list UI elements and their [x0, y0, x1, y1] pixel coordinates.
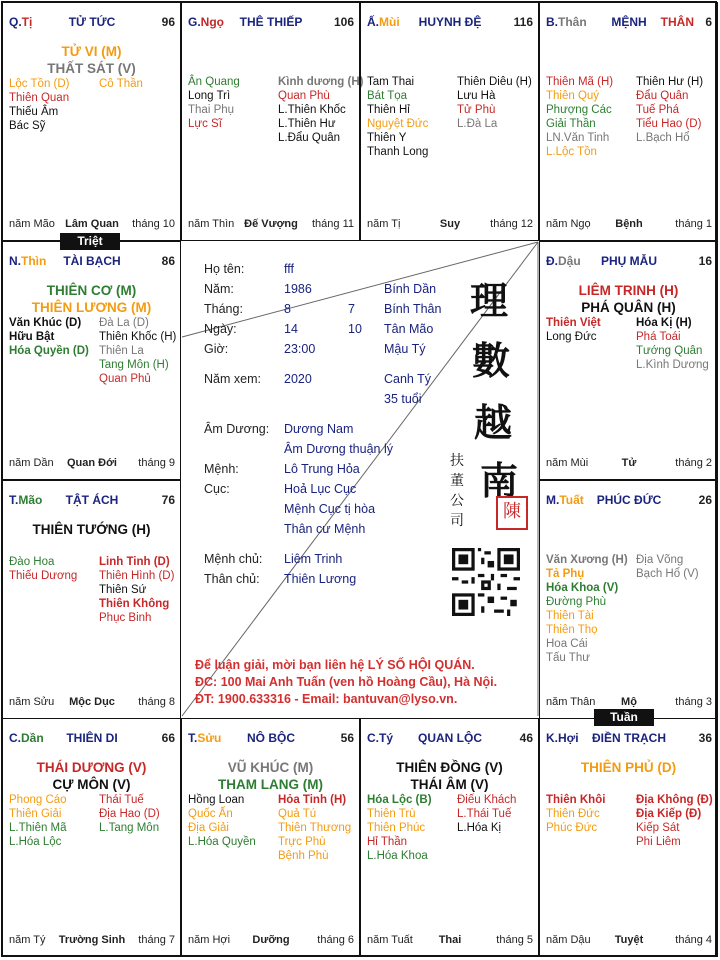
minor-star: Thiên Tài: [546, 610, 594, 622]
palace-can: B.: [546, 15, 558, 29]
major-star: THIÊN ĐỒNG (V): [396, 760, 503, 775]
minor-star: Tả Phụ: [546, 568, 585, 580]
palace-decade: 66: [161, 731, 175, 745]
minor-star: L.Thiên Hư: [278, 118, 336, 130]
palace-year: năm Thìn: [188, 218, 235, 230]
palace-decade: 16: [698, 254, 712, 268]
calligraphy-seal: [450, 260, 530, 550]
cuc-relation: Mệnh Cục tị hòa: [284, 502, 376, 516]
palace-branch: Dậu: [558, 254, 581, 268]
red-stamp: 陳: [496, 496, 528, 530]
minor-star: L.Kình Dương: [636, 359, 709, 371]
than-marker: THÂN: [660, 15, 694, 29]
hour-value: 23:00: [284, 342, 316, 356]
qr-code-icon: [452, 548, 520, 616]
palace-decade: 86: [161, 254, 175, 268]
view-year-value: 2020: [284, 372, 312, 386]
day-lunar: 10: [348, 322, 362, 336]
minor-star: Hoa Cái: [546, 638, 588, 650]
palace-year: năm Tuất: [367, 934, 413, 946]
year-value: 1986: [284, 282, 312, 296]
view-year-label: Năm xem:: [204, 372, 261, 386]
minor-star: Phục Binh: [99, 612, 152, 624]
seal-small-2: 董: [450, 473, 464, 489]
minor-star: Tiểu Hao (D): [636, 118, 702, 130]
minor-star: Nguyệt Đức: [367, 118, 429, 130]
minor-star: Hóa Kị (H): [636, 317, 692, 329]
minor-star: Thiên Sứ: [99, 584, 147, 596]
contact-address: ĐC: 100 Mai Anh Tuấn (ven hồ Hoàng Cầu), Hà Nội.: [195, 675, 498, 689]
palace-month: tháng 11: [311, 218, 354, 230]
minor-star: Địa Võng: [636, 554, 684, 566]
palace-year: năm Dậu: [546, 934, 591, 946]
minor-star: Phá Toái: [636, 331, 681, 343]
minor-star: Thiên Thương: [278, 822, 352, 834]
minor-star: Thiên Quan: [9, 92, 70, 104]
palace-branch: Tị: [21, 15, 33, 29]
major-star: THAM LANG (M): [218, 777, 323, 792]
major-star: THIÊN TƯỚNG (H): [32, 522, 151, 537]
palace-decade: 116: [513, 15, 533, 29]
minor-star: Tang Môn (H): [99, 359, 169, 371]
year-can: Bính Dần: [384, 282, 437, 296]
minor-star: Văn Xương (H): [546, 554, 628, 566]
palace-decade: 26: [698, 493, 712, 507]
minor-star: Địa Không (Đ): [636, 794, 713, 806]
minor-star: Thiên Thọ: [546, 624, 598, 636]
minor-star: Thiên Phúc: [367, 822, 426, 834]
hour-label: Giờ:: [204, 342, 229, 356]
year-label: Năm:: [204, 282, 234, 296]
minor-star: Kiếp Sát: [636, 822, 680, 834]
palace-branch: Sửu: [197, 731, 222, 745]
menh-chu-value: Liêm Trinh: [284, 552, 343, 566]
palace-can: K.: [546, 731, 558, 745]
minor-star: Thiên Khốc (H): [99, 331, 177, 343]
truong-sinh: Tử: [621, 457, 637, 469]
minor-star: Giải Thần: [546, 118, 596, 130]
minor-star: Long Đức: [546, 331, 597, 343]
minor-star: Bát Tọa: [367, 90, 408, 102]
truong-sinh: Trường Sinh: [58, 934, 126, 946]
palace-year: năm Tị: [367, 218, 401, 230]
palace-can: N.: [9, 254, 21, 268]
minor-star: Thiên Đức: [546, 808, 600, 820]
minor-star: Địa Hao (D): [99, 808, 160, 820]
minor-star: Tấu Thư: [546, 652, 590, 664]
month-label: Tháng:: [204, 302, 243, 316]
minor-star: Quan Phủ: [99, 373, 151, 385]
truong-sinh: Bệnh: [615, 218, 643, 230]
contact-line-1: Để luận giải, mời bạn liên hệ LÝ SỐ HỘI QUÁN.: [195, 658, 475, 672]
minor-star: Thiên Không: [99, 598, 170, 610]
palace-decade: 56: [340, 731, 354, 745]
minor-star: Quốc Ấn: [188, 808, 233, 820]
palace-name: TẬT ÁCH: [65, 493, 119, 507]
minor-star: Thiên Hư (H): [636, 76, 704, 88]
minor-star: Trực Phù: [278, 836, 326, 848]
minor-star: Điếu Khách: [457, 794, 517, 806]
palace-year: năm Dần: [9, 457, 54, 469]
minor-star: Thiên Mã (H): [546, 76, 614, 88]
minor-star: Tướng Quân: [636, 345, 703, 357]
minor-star: LN.Văn Tinh: [546, 132, 610, 144]
minor-star: Ân Quang: [188, 76, 240, 88]
am-duong-value: Dương Nam: [284, 422, 354, 436]
palace-branch: Mão: [18, 493, 43, 507]
seal-char-4: 南: [480, 458, 519, 503]
truong-sinh: Đế Vượng: [244, 218, 298, 230]
minor-star: Địa Giải: [188, 822, 229, 834]
minor-star: Hóa Lộc (B): [367, 794, 432, 806]
palace-name: THIÊN DI: [66, 731, 118, 745]
palace-branch: Ngọ: [200, 15, 224, 29]
palace-month: tháng 3: [675, 696, 712, 708]
minor-star: L.Hóa Kị: [457, 822, 502, 834]
truong-sinh: Lâm Quan: [65, 218, 119, 230]
palace-name: MỆNH: [611, 15, 647, 29]
palace-branch: Tý: [379, 731, 394, 745]
minor-star: Kình dương (H): [278, 76, 364, 88]
palace-branch: Thìn: [21, 254, 47, 268]
palace-month: tháng 10: [132, 218, 175, 230]
major-star: THIÊN PHỦ (D): [580, 760, 677, 775]
palace-month: tháng 6: [317, 934, 354, 946]
minor-star: Đào Hoa: [9, 556, 55, 568]
major-star: CỰ MÔN (V): [52, 777, 131, 792]
palace-month: tháng 7: [138, 934, 175, 946]
minor-star: Thiên La: [99, 345, 144, 357]
minor-star: Quan Phù: [278, 90, 330, 102]
minor-star: Địa Kiếp (Đ): [636, 808, 702, 820]
minor-star: L.Thiên Khốc: [278, 104, 346, 116]
palace-branch: Hợi: [558, 731, 579, 745]
minor-star: L.Bạch Hổ: [636, 132, 690, 144]
minor-star: L.Thái Tuế: [457, 808, 512, 820]
minor-star: Phong Cáo: [9, 794, 67, 806]
minor-star: Hồng Loan: [188, 794, 245, 806]
triet-marker: Triệt: [60, 233, 120, 250]
palace-can: M.: [546, 493, 560, 507]
palace-name: HUYNH ĐỆ: [418, 15, 482, 29]
palace-month: tháng 1: [675, 218, 712, 230]
cuc-label: Cục:: [204, 482, 230, 496]
seal-char-2: 數: [472, 338, 511, 383]
palace-month: tháng 2: [675, 457, 712, 469]
palace-year: năm Sửu: [9, 696, 55, 708]
view-year-can: Canh Tý: [384, 372, 432, 386]
palace-decade: 36: [698, 731, 712, 745]
minor-star: Đà La (D): [99, 317, 149, 329]
palace-year: năm Hợi: [188, 934, 231, 946]
palace-can: T.: [9, 493, 19, 507]
than-chu-value: Thiên Lương: [284, 572, 357, 586]
month-can: Bính Thân: [384, 302, 442, 316]
minor-star: Linh Tinh (D): [99, 556, 170, 568]
minor-star: Tam Thai: [367, 76, 415, 88]
minor-star: Thiếu Dương: [9, 570, 78, 582]
palace-can: Q.: [9, 15, 22, 29]
minor-star: Hóa Quyền (D): [9, 345, 89, 357]
minor-star: Hóa Khoa (V): [546, 582, 619, 594]
palace-year: năm Tý: [9, 934, 46, 946]
minor-star: Phi Liêm: [636, 836, 681, 848]
palace-can: G.: [188, 15, 201, 29]
am-duong-label: Âm Dương:: [204, 422, 270, 436]
minor-star: Thanh Long: [367, 146, 429, 158]
palace-name: TÀI BẠCH: [63, 254, 121, 268]
menh-value: Lô Trung Hỏa: [284, 462, 360, 476]
minor-star: Hữu Bật: [9, 331, 55, 343]
palace-can: Đ.: [546, 254, 558, 268]
am-duong-note: Âm Dương thuận lý: [284, 442, 393, 456]
truong-sinh: Suy: [439, 218, 461, 230]
major-star: THÁI DƯƠNG (V): [36, 760, 147, 775]
minor-star: L.Đẩu Quân: [278, 132, 341, 144]
minor-star: Văn Khúc (D): [9, 317, 82, 329]
minor-star: L.Hóa Quyền: [188, 836, 256, 848]
palace-name: THÊ THIẾP: [239, 15, 303, 29]
minor-star: Thiên Quý: [546, 90, 600, 102]
tuan-marker: Tuần: [594, 709, 654, 726]
minor-star: Lộc Tồn (D): [9, 78, 70, 90]
truong-sinh: Tuyệt: [614, 934, 644, 946]
minor-star: Hỉ Thần: [367, 836, 408, 848]
palace-can: Ấ.: [367, 15, 379, 29]
seal-char-3: 越: [474, 400, 513, 445]
palace-name: ĐIỀN TRẠCH: [592, 731, 666, 745]
palace-decade: 96: [161, 15, 175, 29]
truong-sinh: Mộ: [621, 696, 637, 708]
palace-month: tháng 4: [675, 934, 712, 946]
minor-star: Lực Sĩ: [188, 118, 222, 130]
palace-can: C.: [9, 731, 21, 745]
minor-star: Thiên Hình (D): [99, 570, 175, 582]
contact-phone-email[interactable]: ĐT: 1900.633316 - Email: bantuvan@lyso.vn.: [195, 692, 458, 706]
palace-branch: Thân: [558, 15, 587, 29]
palace-decade: 106: [333, 15, 354, 29]
palace-name: TỬ TỨC: [68, 15, 116, 29]
palace-year: năm Mùi: [546, 457, 589, 469]
minor-star: Phúc Đức: [546, 822, 598, 834]
seal-small-4: 司: [450, 513, 464, 529]
day-value: 14: [284, 322, 298, 336]
minor-star: Thai Phụ: [188, 104, 235, 116]
palace-decade: 6: [705, 15, 712, 29]
minor-star: L.Tang Môn: [99, 822, 160, 834]
month-value: 8: [284, 302, 291, 316]
palace-name: PHÚC ĐỨC: [596, 493, 662, 507]
major-star: LIÊM TRINH (H): [578, 283, 679, 298]
major-star: THIÊN CƠ (M): [46, 283, 137, 298]
menh-label: Mệnh:: [204, 462, 239, 476]
palace-year: năm Thân: [546, 696, 596, 708]
hour-can: Mậu Tý: [384, 342, 426, 356]
palace-month: tháng 5: [496, 934, 533, 946]
minor-star: Đẩu Quân: [636, 90, 689, 102]
seal-small-3: 公: [450, 493, 464, 509]
palace-branch: Mùi: [379, 15, 400, 29]
minor-star: Thiên Khôi: [546, 794, 606, 806]
truong-sinh: Thai: [438, 934, 462, 946]
truong-sinh: Quan Đới: [67, 457, 117, 469]
palace-month: tháng 8: [138, 696, 175, 708]
palace-month: tháng 12: [490, 218, 533, 230]
day-can: Tân Mão: [384, 322, 434, 336]
minor-star: Long Trì: [188, 90, 231, 102]
major-star: PHÁ QUÂN (H): [581, 300, 676, 315]
palace-name: PHỤ MẪU: [601, 254, 657, 268]
palace-year: năm Ngọ: [546, 218, 591, 230]
minor-star: L.Hóa Khoa: [367, 850, 428, 862]
minor-star: Thiên Diêu (H): [457, 76, 532, 88]
palace-decade: 46: [519, 731, 533, 745]
major-star: THẤT SÁT (V): [47, 61, 136, 76]
minor-star: Thiên Giải: [9, 808, 62, 820]
seal-char-1: 理: [470, 278, 509, 323]
palace-name: QUAN LỘC: [418, 731, 482, 745]
minor-star: L.Đà La: [457, 118, 498, 130]
minor-star: Thiếu Âm: [9, 106, 59, 118]
palace-can: C.: [367, 731, 379, 745]
major-star: TỬ VI (M): [61, 44, 122, 59]
minor-star: Thiên Hỉ: [367, 104, 410, 116]
menh-chu-label: Mệnh chủ:: [204, 552, 263, 566]
name-label: Họ tên:: [204, 262, 245, 276]
day-label: Ngày:: [204, 322, 237, 336]
minor-star: Thiên Y: [367, 132, 407, 144]
name-value: fff: [284, 262, 294, 276]
minor-star: Bác Sỹ: [9, 120, 46, 132]
minor-star: L.Thiên Mã: [9, 822, 67, 834]
major-star: THÁI ÂM (V): [410, 777, 489, 792]
minor-star: Hỏa Tinh (H): [278, 794, 347, 806]
palace-decade: 76: [161, 493, 175, 507]
minor-star: Bệnh Phù: [278, 850, 329, 862]
seal-small-1: 扶: [450, 453, 464, 469]
than-cu: Thân cư Mệnh: [284, 522, 366, 536]
age-value: 35 tuổi: [384, 392, 422, 406]
palace-can: T.: [188, 731, 198, 745]
minor-star: L.Lộc Tồn: [546, 146, 597, 158]
major-star: THIÊN LƯƠNG (M): [31, 300, 152, 315]
minor-star: Tuế Phá: [636, 104, 680, 116]
palace-month: tháng 9: [138, 457, 175, 469]
than-chu-label: Thân chủ:: [204, 572, 260, 586]
minor-star: Lưu Hà: [457, 90, 496, 102]
minor-star: L.Hóa Lộc: [9, 836, 62, 848]
palace-branch: Tuất: [559, 493, 584, 507]
truong-sinh: Mộc Dục: [69, 696, 115, 708]
palace-name: NÔ BỘC: [247, 731, 295, 745]
cuc-value: Hoả Lục Cục: [284, 482, 357, 496]
minor-star: Thiên Việt: [546, 317, 601, 329]
month-lunar: 7: [348, 302, 355, 316]
palace-branch: Dần: [21, 731, 44, 745]
minor-star: Tử Phù: [457, 104, 496, 116]
minor-star: Cô Thần: [99, 78, 143, 90]
minor-star: Thiên Trù: [367, 808, 416, 820]
minor-star: Thái Tuế: [99, 794, 144, 806]
minor-star: Đường Phù: [546, 596, 606, 608]
minor-star: Phượng Các: [546, 104, 612, 116]
palace-year: năm Mão: [9, 218, 55, 230]
minor-star: Bạch Hổ (V): [636, 568, 699, 580]
major-star: VŨ KHÚC (M): [227, 760, 314, 775]
truong-sinh: Dưỡng: [252, 934, 290, 946]
minor-star: Quả Tú: [278, 808, 317, 820]
